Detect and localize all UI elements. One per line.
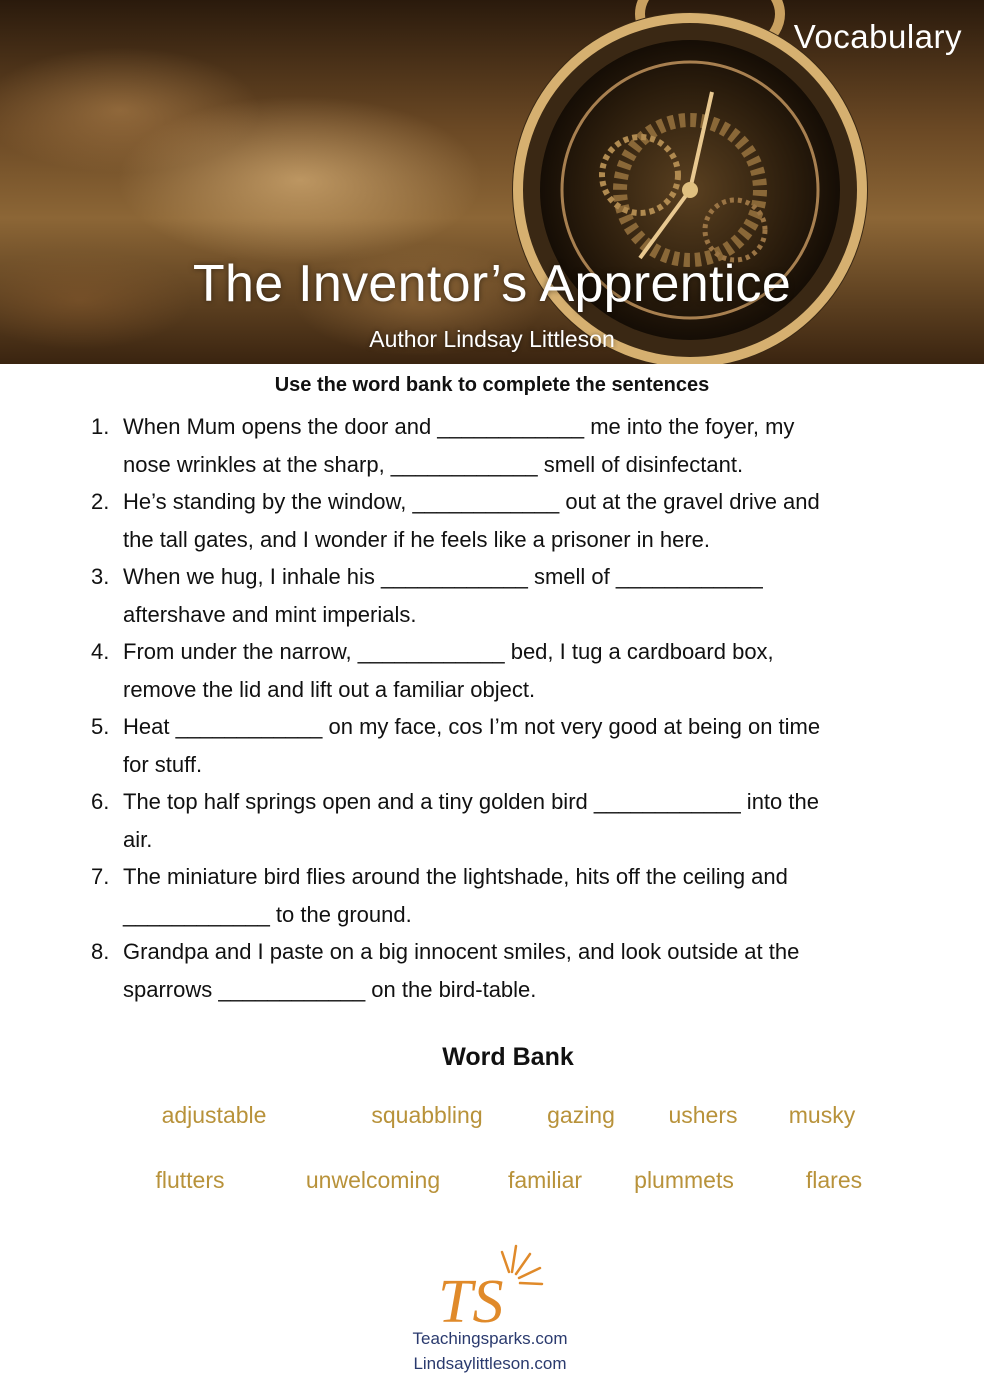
word-bank-item: flares xyxy=(805,1167,863,1193)
question-number: 1. xyxy=(91,414,110,439)
question-line: the tall gates, and I wonder if he feels like a prisoner in here. xyxy=(123,526,711,552)
question-item xyxy=(88,558,908,633)
question-line: remove the lid and lift out a familiar object. xyxy=(123,676,536,702)
question-number: 8. xyxy=(91,939,110,964)
word-bank-item: adjustable xyxy=(161,1102,267,1128)
question-line: When Mum opens the door and ____________ me into the foyer, my xyxy=(123,414,795,439)
word-bank-item: ushers xyxy=(668,1102,738,1128)
word-bank-item: familiar xyxy=(507,1167,583,1193)
question-number: 7. xyxy=(91,864,110,889)
question-number: 5. xyxy=(91,714,110,739)
question-line: sparrows ____________ on the bird-table. xyxy=(123,976,537,1002)
header-banner xyxy=(0,0,984,364)
word-bank-title: Word Bank xyxy=(442,1043,574,1071)
question-line: He’s standing by the window, ____________ out at the gravel drive and xyxy=(123,489,820,514)
word-bank-item: flutters xyxy=(155,1167,225,1193)
word-bank-item: plummets xyxy=(634,1167,734,1193)
word-bank-item: squabbling xyxy=(371,1102,483,1128)
question-number: 4. xyxy=(91,639,110,664)
question-number: 2. xyxy=(91,489,110,514)
question-item xyxy=(88,783,908,858)
instructions: Use the word bank to complete the sentences xyxy=(274,374,710,396)
question-line: Grandpa and I paste on a big innocent smiles, and look outside at the xyxy=(123,939,800,964)
question-line: The miniature bird flies around the lightshade, hits off the ceiling and xyxy=(123,864,788,889)
question-line: ____________ to the ground. xyxy=(123,901,412,927)
question-number: 6. xyxy=(91,789,110,814)
question-item xyxy=(88,858,908,933)
question-item xyxy=(88,408,908,483)
word-bank-item: gazing xyxy=(547,1102,615,1128)
category-label: Vocabulary xyxy=(793,18,962,55)
question-list xyxy=(88,408,908,1008)
question-item xyxy=(88,708,908,783)
logo-text: TS xyxy=(438,1268,504,1328)
question-item xyxy=(88,483,908,558)
word-bank-item: unwelcoming xyxy=(305,1167,441,1193)
question-number: 3. xyxy=(91,564,110,589)
page-title: The Inventor’s Apprentice xyxy=(192,255,792,313)
author-line: Author Lindsay Littleson xyxy=(369,326,615,352)
question-line: aftershave and mint imperials. xyxy=(123,601,417,627)
word-bank-item: musky xyxy=(788,1102,856,1128)
question-line: nose wrinkles at the sharp, ____________ smell of disinfectant. xyxy=(123,451,744,477)
question-item xyxy=(88,933,908,1008)
question-line: Heat ____________ on my face, cos I’m not very good at being on time xyxy=(123,714,821,739)
question-line: air. xyxy=(123,826,153,852)
question-line: The top half springs open and a tiny golden bird ____________ into the xyxy=(123,789,819,814)
footer-link-teachingsparks[interactable]: Teachingsparks.com xyxy=(412,1329,568,1348)
footer-link-lindsaylittleson[interactable]: Lindsaylittleson.com xyxy=(413,1354,567,1373)
question-item xyxy=(88,633,908,708)
question-line: When we hug, I inhale his ____________ smell of ____________ xyxy=(123,564,763,589)
question-line: for stuff. xyxy=(123,751,203,777)
question-line: From under the narrow, ____________ bed, I tug a cardboard box, xyxy=(123,639,774,664)
teachingsparks-logo-icon xyxy=(436,1242,546,1328)
